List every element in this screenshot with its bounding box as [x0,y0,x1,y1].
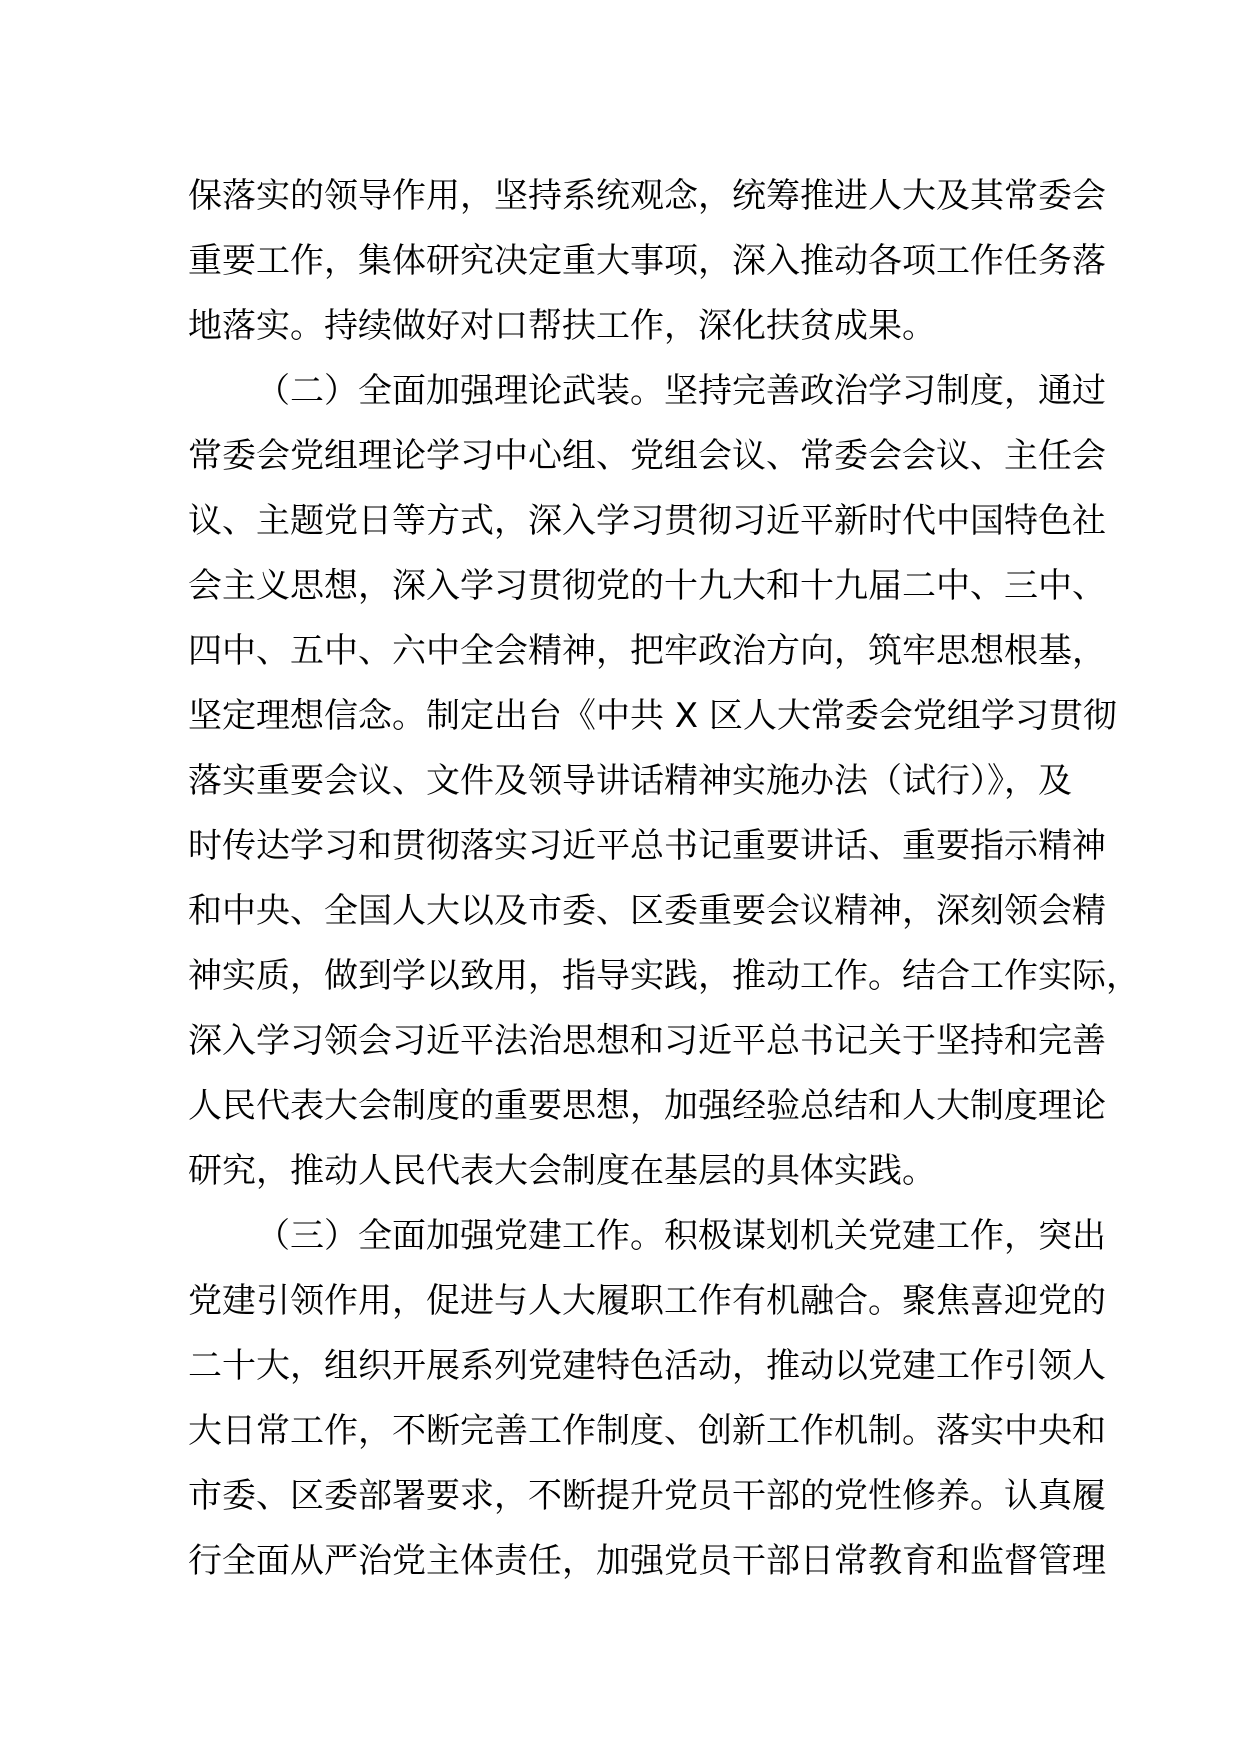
text-line: 研究，推动人民代表大会制度在基层的具体实践。 [188,1151,936,1191]
text-line: 重要工作，集体研究决定重大事项，深入推动各项工作任务落 [188,241,1106,281]
document-body [188,164,1140,1594]
text-line: 行全面从严治党主体责任，加强党员干部日常教育和监督管理 [188,1541,1106,1581]
text-line: 深入学习领会习近平法治思想和习近平总书记关于坚持和完善 [188,1021,1106,1061]
text-line: 党建引领作用，促进与人大履职工作有机融合。聚焦喜迎党的 [188,1281,1106,1321]
text-line: 神实质，做到学以致用，指导实践，推动工作。结合工作实际， [188,956,1140,996]
text-line: 二十大，组织开展系列党建特色活动，推动以党建工作引领人 [188,1346,1106,1386]
text-line: 市委、区委部署要求，不断提升党员干部的党性修养。认真履 [188,1476,1106,1516]
text-line: 和中央、全国人大以及市委、区委重要会议精神，深刻领会精 [188,891,1106,931]
text-line: 议、主题党日等方式，深入学习贯彻习近平新时代中国特色社 [188,501,1106,541]
text-line: 常委会党组理论学习中心组、党组会议、常委会会议、主任会 [188,436,1106,476]
text-line: 大日常工作，不断完善工作制度、创新工作机制。落实中央和 [188,1411,1106,1451]
section-heading-line: （三）全面加强党建工作。积极谋划机关党建工作，突出 [256,1216,1106,1256]
text-line: 坚定理想信念。制定出台《中共 X 区人大常委会党组学习贯彻 [188,696,1117,736]
text-line: 时传达学习和贯彻落实习近平总书记重要讲话、重要指示精神 [188,826,1106,866]
section-heading-line: （二）全面加强理论武装。坚持完善政治学习制度，通过 [256,371,1106,411]
text-line: 落实重要会议、文件及领导讲话精神实施办法（试行）》，及 [188,761,1072,801]
text-line: 保落实的领导作用，坚持系统观念，统筹推进人大及其常委会 [188,176,1106,216]
text-line: 会主义思想，深入学习贯彻党的十九大和十九届二中、三中、 [188,566,1106,606]
text-line: 四中、五中、六中全会精神，把牢政治方向，筑牢思想根基， [188,631,1106,671]
text-line: 地落实。持续做好对口帮扶工作，深化扶贫成果。 [188,306,936,346]
text-line: 人民代表大会制度的重要思想，加强经验总结和人大制度理论 [188,1086,1106,1126]
